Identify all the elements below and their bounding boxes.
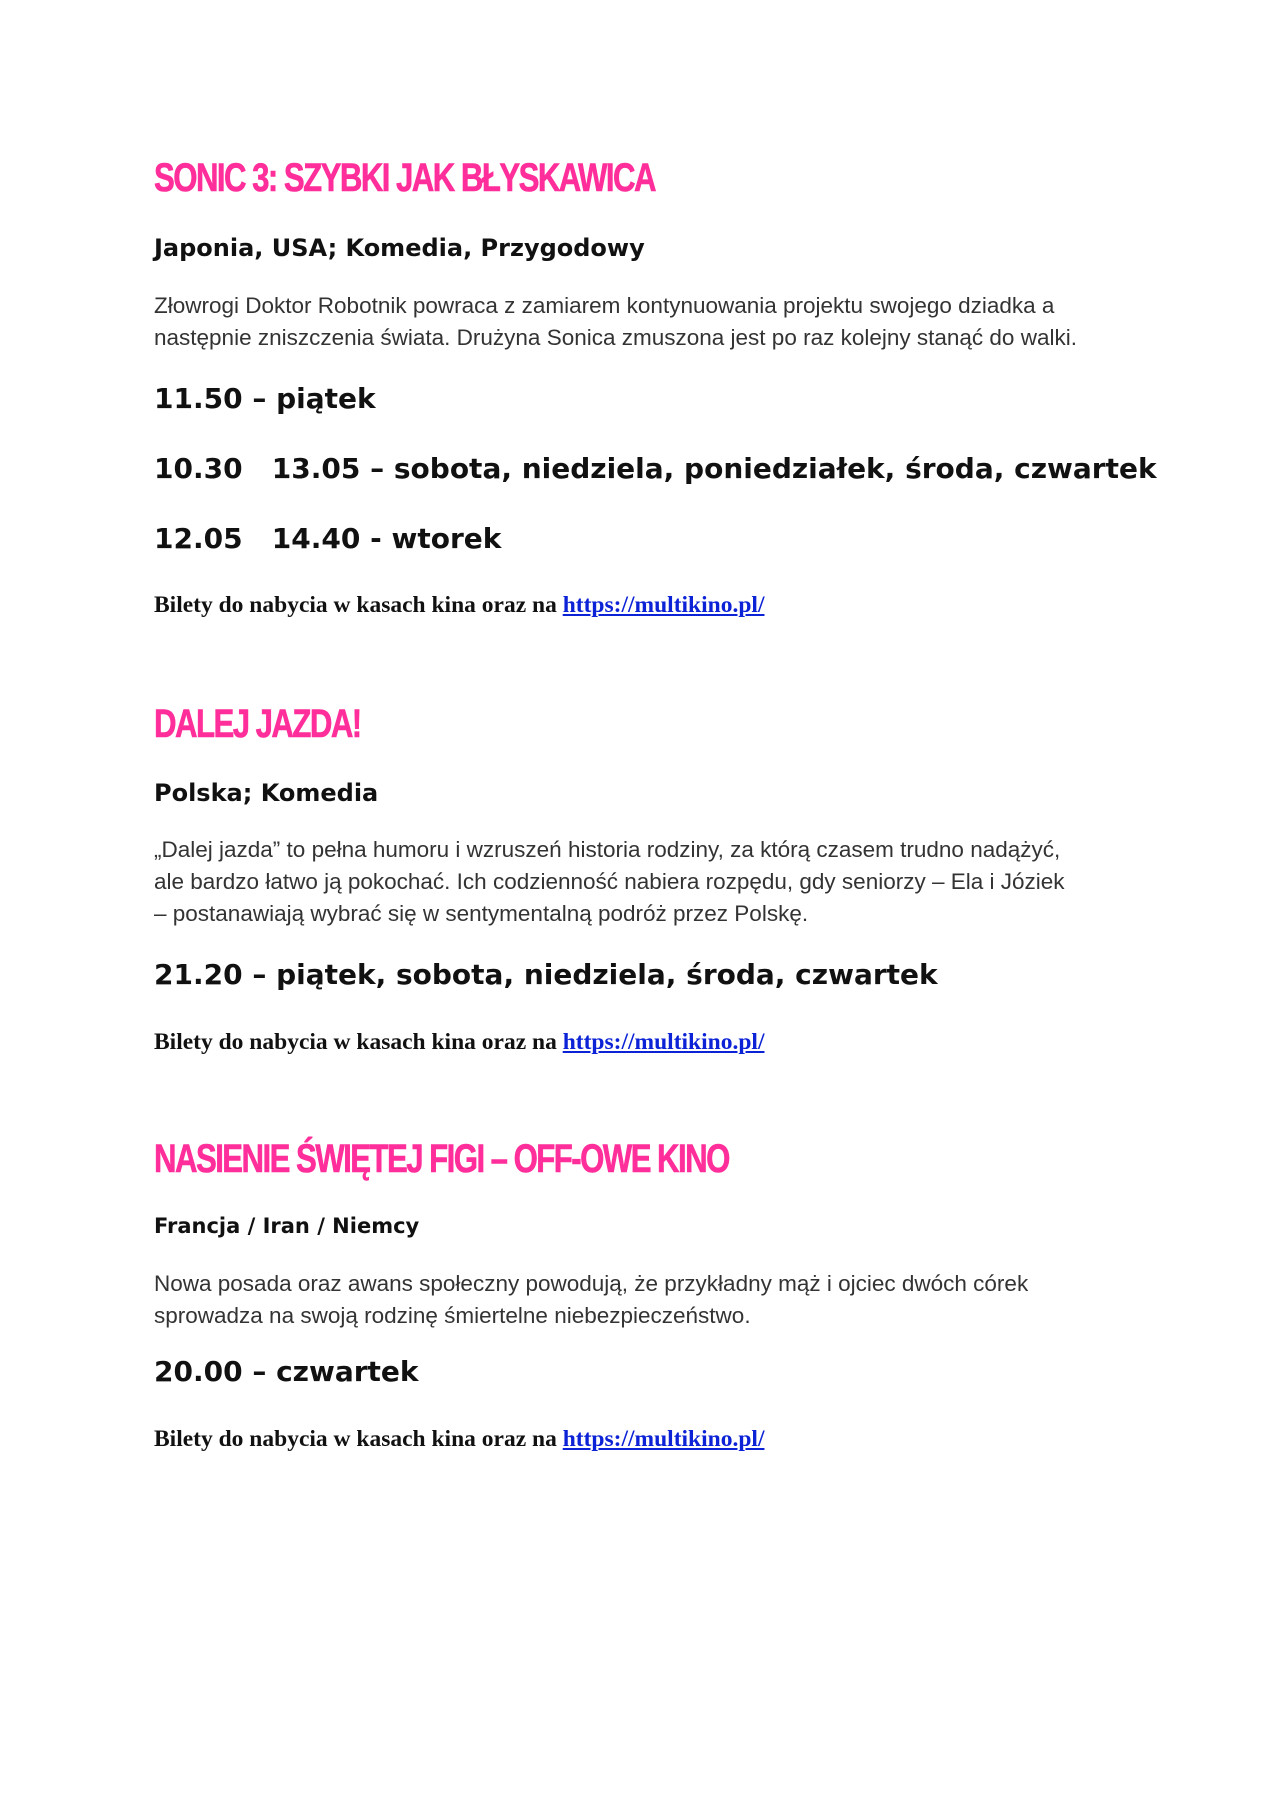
description-line: następnie zniszczenia świata. Drużyna Sonica zmuszona jest po raz kolejny stanąć do walki. [154, 325, 1077, 350]
movie-description [154, 1268, 1134, 1332]
movie-genre: Japonia, USA; Komedia, Przygodowy [154, 234, 645, 262]
description-line: Nowa posada oraz awans społeczny powodują, że przykładny mąż i ojciec dwóch córek [154, 1271, 1029, 1296]
tickets-info [154, 1428, 764, 1452]
tickets-text: Bilety do nabycia w kasach kina oraz na [154, 1426, 563, 1452]
description-line: Złowrogi Doktor Robotnik powraca z zamiarem kontynuowania projektu swojego dziadka a [154, 293, 1055, 318]
tickets-link[interactable]: https://multikino.pl/ [562, 1426, 765, 1452]
description-line: ale bardzo łatwo ją pokochać. Ich codzienność nabiera rozpędu, gdy seniorzy – Ela i Józiek [154, 869, 1065, 894]
movie-title: NASIENIE ŚWIĘTEJ FIGI – OFF-OWE KINO [154, 1137, 729, 1181]
showtime-line: 20.00 – czwartek [154, 1355, 419, 1388]
tickets-link[interactable]: https://multikino.pl/ [562, 592, 765, 618]
tickets-text: Bilety do nabycia w kasach kina oraz na [154, 1029, 563, 1055]
showtime-line: 12.05 14.40 - wtorek [154, 522, 502, 555]
tickets-link[interactable]: https://multikino.pl/ [562, 1029, 765, 1055]
movie-genre: Polska; Komedia [154, 779, 379, 807]
movie-description [154, 834, 1134, 930]
tickets-text: Bilety do nabycia w kasach kina oraz na [154, 592, 563, 618]
movie-description [154, 290, 1134, 354]
tickets-info [154, 594, 764, 618]
movie-title: SONIC 3: SZYBKI JAK BŁYSKAWICA [154, 156, 655, 200]
showtime-line: 10.30 13.05 – sobota, niedziela, poniedziałek, środa, czwartek [154, 452, 1157, 485]
description-line: – postanawiają wybrać się w sentymentalną podróż przez Polskę. [154, 901, 809, 926]
showtime-line: 11.50 – piątek [154, 382, 376, 415]
showtime-line: 21.20 – piątek, sobota, niedziela, środa, czwartek [154, 958, 938, 991]
description-line: sprowadza na swoją rodzinę śmiertelne niebezpieczeństwo. [154, 1303, 751, 1328]
tickets-info [154, 1031, 764, 1055]
movie-genre: Francja / Iran / Niemcy [154, 1214, 420, 1238]
description-line: „Dalej jazda” to pełna humoru i wzruszeń historia rodziny, za którą czasem trudno nadążyć, [154, 837, 1061, 862]
movie-title: DALEJ JAZDA! [154, 702, 361, 746]
